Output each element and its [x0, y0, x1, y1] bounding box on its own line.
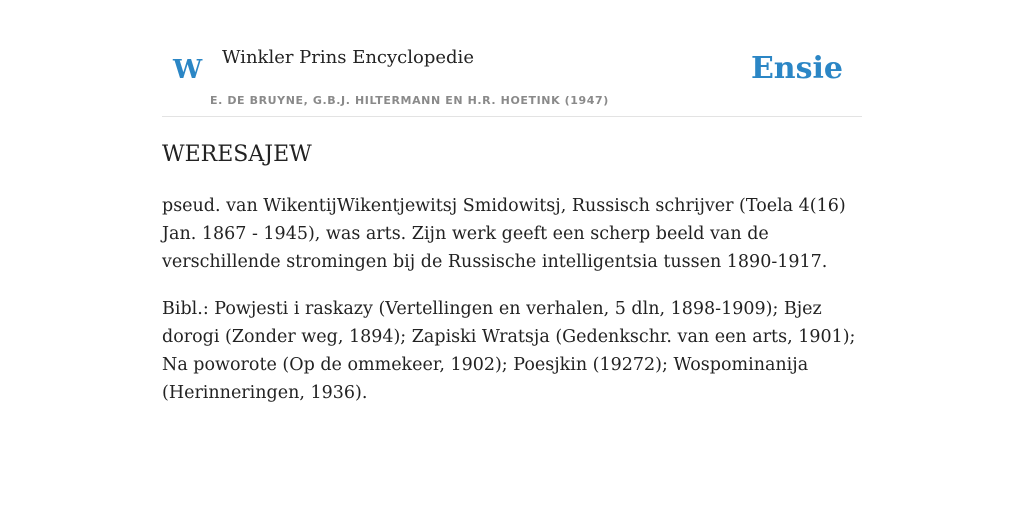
- encyclopedia-authors: E. DE BRUYNE, G.B.J. HILTERMANN EN H.R. HOETINK (1947): [210, 94, 609, 107]
- encyclopedia-logo: W: [173, 55, 203, 85]
- encyclopedia-title: Winkler Prins Encyclopedie: [222, 47, 474, 68]
- entry-title: WERESAJEW: [162, 142, 312, 167]
- entry-paragraph-bibliography: Bibl.: Powjesti i raskazy (Vertellingen en verhalen, 5 dln, 1898-1909); Bjez dorogi (Zonder weg, 1894); Zapiski Wratsja (Gedenkschr. van een arts, 1901); Na poworote (Op de ommekeer, 1902); Poesjkin (19272); Wospominanija (Herinneringen, 1936).: [162, 299, 856, 403]
- entry-paragraph-definition: pseud. van WikentijWikentjewitsj Smidowitsj, Russisch schrijver (Toela 4(16) Jan. 1867 - 1945), was arts. Zijn werk geeft een scherp beeld van de verschillende stromingen bij de Russische intelligentsia tussen 1890-1917.: [162, 196, 846, 272]
- encyclopedia-header: [162, 0, 862, 117]
- ensie-brand-link[interactable]: Ensie: [750, 51, 843, 86]
